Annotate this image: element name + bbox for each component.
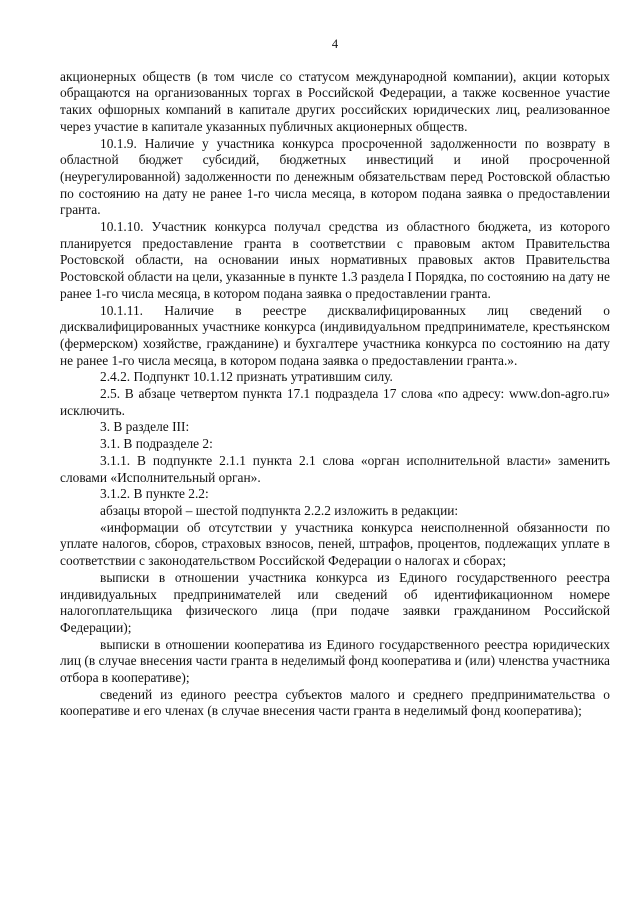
paragraph: «информации об отсутствии у участника конкурса неисполненной обязанности по уплате налогов, сборов, страховых взносов, пеней, штрафов, процентов, подлежащих уплате в соответствии с законодательством Российской Федерации о налогах и сборах;	[60, 519, 610, 569]
paragraph: 3.1. В подразделе 2:	[100, 436, 213, 452]
paragraph: 3. В разделе III:	[100, 419, 190, 435]
document-body	[60, 69, 610, 720]
paragraph: 10.1.9. Наличие у участника конкурса просроченной задолженности по возврату в областной бюджет субсидий, бюджетных инвестиций и иной просроченной (неурегулированной) задолженности по денежным обязательствам перед Ростовской областью по состоянию на дату не ранее 1-го числа месяца, в котором подана заявка о предоставлении гранта.	[60, 135, 610, 218]
paragraph: выписки в отношении кооператива из Единого государственного реестра юридических лиц (в случае внесения части гранта в неделимый фонд кооператива и (или) членства участника отбора в кооперативе);	[60, 636, 610, 686]
paragraph: 10.1.10. Участник конкурса получал средства из областного бюджета, из которого планируется предоставление гранта в соответствии с правовым актом Правительства Ростовской области, на основании иных нормативных правовых актов Правительства Ростовской области на цели, указанные в пункте 1.3 раздела I Порядка, по состоянию на дату не ранее 1-го числа месяца, в котором подана заявка о предоставлении гранта.	[60, 219, 610, 301]
paragraph: выписки в отношении участника конкурса из Единого государственного реестра индивидуальных предпринимателей или сведений об идентификационном номере налогоплательщика физического лица (при подаче заявки гражданином Российской Федерации);	[60, 569, 610, 635]
paragraph: 10.1.11. Наличие в реестре дисквалифицированных лиц сведений о дисквалифицированных участнике конкурса (индивидуальном предпринимателе, крестьянском (фермерском) хозяйстве, гражданине) и бухгалтере участника конкурса по состоянию на дату не ранее 1-го числа месяца, в котором подана заявка о предоставлении гранта.».	[60, 302, 610, 368]
page-number: 4	[331, 37, 339, 51]
paragraph: 3.1.1. В подпункте 2.1.1 пункта 2.1 слова «орган исполнительной власти» заменить словами «Исполнительный орган».	[60, 452, 610, 485]
paragraph: 2.4.2. Подпункт 10.1.12 признать утратившим силу.	[100, 369, 393, 385]
paragraph: абзацы второй – шестой подпункта 2.2.2 изложить в редакции:	[100, 502, 459, 518]
paragraph: акционерных обществ (в том числе со статусом международной компании), акции которых обращаются на организованных торгах в Российской Федерации, а также косвенное участие таких офшорных компаний в капитале других российских юридических лиц, реализованное через участие в капитале указанных публичных акционерных обществ.	[60, 68, 610, 134]
paragraph: 3.1.2. В пункте 2.2:	[100, 486, 209, 502]
paragraph: сведений из единого реестра субъектов малого и среднего предпринимательства о кооперативе и его членах (в случае внесения части гранта в неделимый фонд кооператива);	[60, 686, 610, 719]
paragraph: 2.5. В абзаце четвертом пункта 17.1 подраздела 17 слова «по адресу: www.don-agro.ru» исключить.	[60, 386, 610, 418]
